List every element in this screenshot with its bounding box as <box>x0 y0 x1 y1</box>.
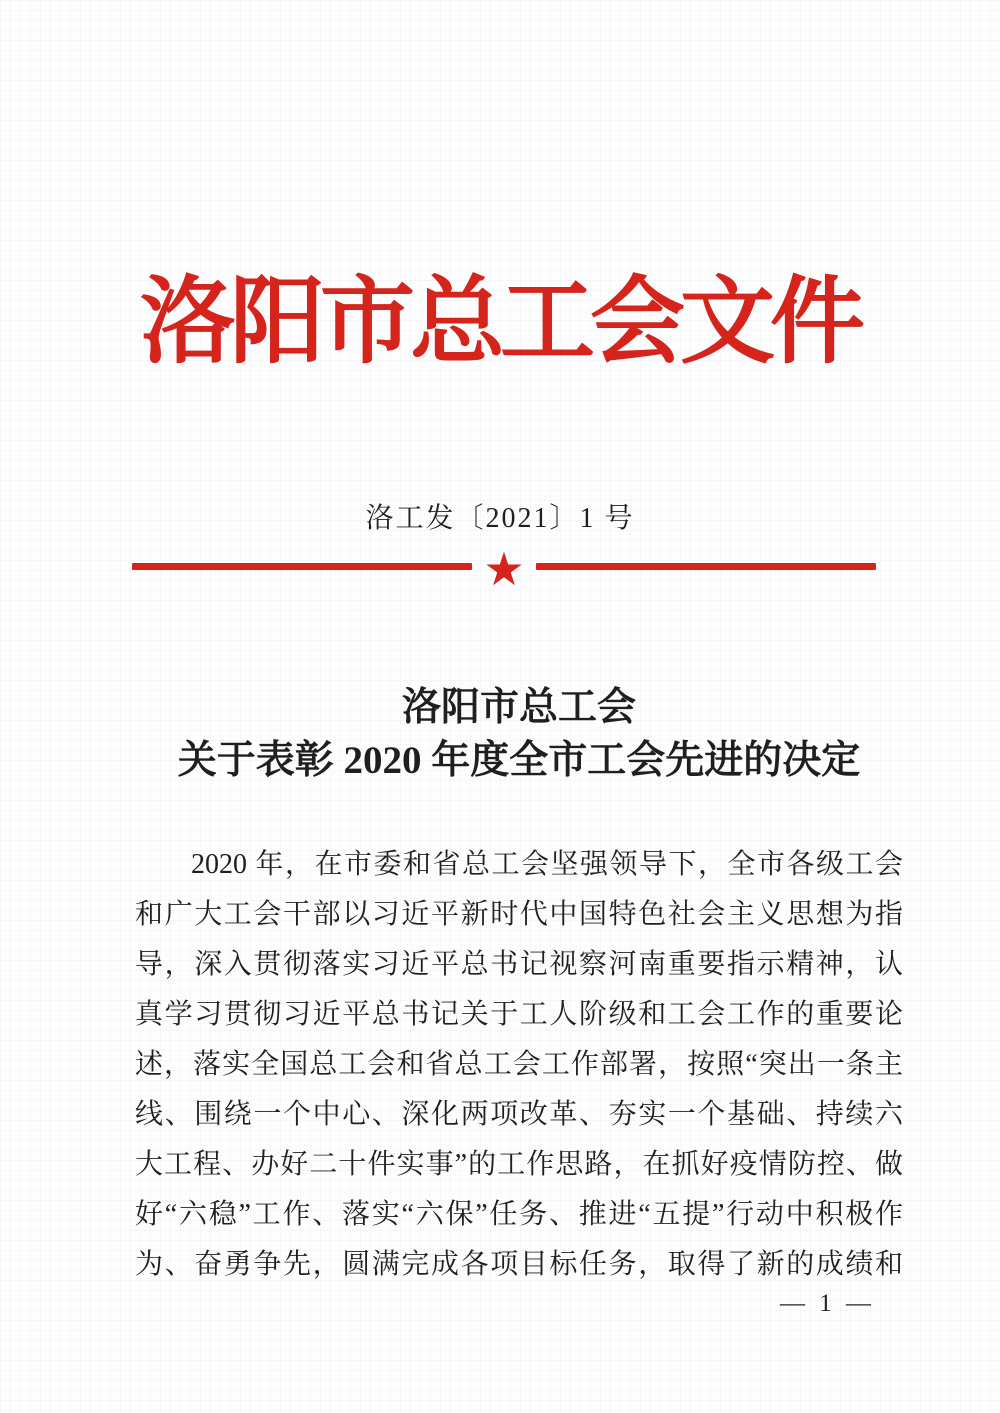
org-title: 洛阳市总工会文件 <box>139 269 860 375</box>
red-star-icon: ★ <box>483 544 525 595</box>
body-line: 述，落实全国总工会和省总工会工作部署，按照“突出一条主 <box>135 1049 903 1080</box>
body-line: 真学习贯彻习近平总书记关于工人阶级和工会工作的重要论 <box>135 999 903 1030</box>
body-line: 线、围绕一个中心、深化两项改革、夯实一个基础、持续六 <box>135 1099 903 1130</box>
document-title-line1: 洛阳市总工会 <box>401 686 636 729</box>
body-line: 大工程、办好二十件实事”的工作思路，在抓好疫情防控、做 <box>135 1149 903 1180</box>
doc-number: 洛工发〔2021〕1 号 <box>365 503 635 534</box>
red-line-right <box>536 563 876 570</box>
body-line: 为、奋勇争先，圆满完成各项目标任务，取得了新的成绩和 <box>135 1249 903 1280</box>
document-title-line2: 关于表彰 2020 年度全市工会先进的决定 <box>177 739 861 782</box>
red-line-left <box>132 563 472 570</box>
page-number: — 1 — <box>780 1290 875 1317</box>
red-divider <box>132 543 876 595</box>
body-line: 和广大工会干部以习近平新时代中国特色社会主义思想为指 <box>135 899 903 930</box>
body-line: 2020 年，在市委和省总工会坚强领导下，全市各级工会 <box>191 849 903 880</box>
body-line: 好“六稳”工作、落实“六保”任务、推进“五提”行动中积极作 <box>135 1199 903 1230</box>
body-line: 导，深入贯彻落实习近平总书记视察河南重要指示精神，认 <box>135 949 903 980</box>
body-paragraph <box>135 840 903 1290</box>
